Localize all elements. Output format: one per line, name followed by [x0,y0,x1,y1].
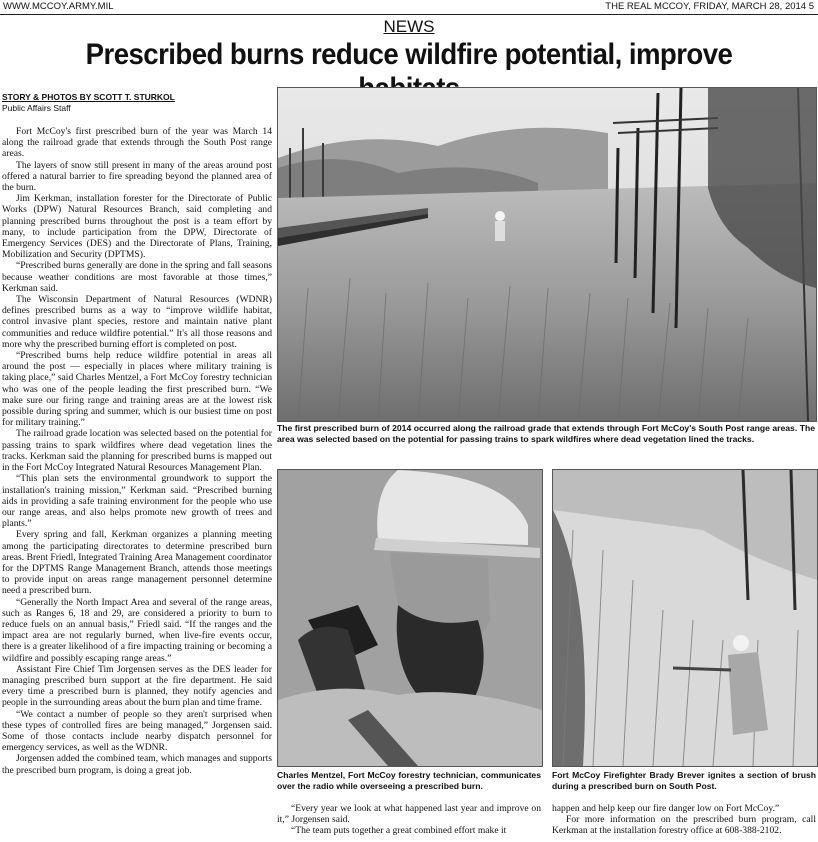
article-paragraph: “Every year we look at what happened last year and improve on it,” Jorgensen said. [277,803,541,826]
article-paragraph: “Generally the North Impact Area and several of the range areas, such as Ranges 6, 18 and 29, are considered a priority to burn to reduce fuels on an annual basis,” Friedl said. “If the ranges and the impact area are not regularly burned, when live-fire events occur, there is a greater likelihood of a fire impacting training or becoming a wildfire and possibly escaping range areas.” [2,596,272,664]
article-paragraph: happen and help keep our fire danger low on Fort McCoy.” [552,803,780,814]
headline: Prescribed burns reduce wildfire potential, improve [85,38,733,71]
article-paragraph: “We contact a number of people so they aren't surprised when these types of controlled fires are being managed,” Jorgensen said. Some of those contacts include nearby dispatch personnel for emergency services, as well as the WDNR. [2,708,272,754]
article-paragraph: The Wisconsin Department of Natural Resources (WDNR) defines prescribed burns as a way to “improve wildlife habitat, control invasive plant species, restore and maintain native plant communities and reduce wildfire potential.” It's all those reasons and more why the prescribed burning effort is completed on post. [2,294,272,350]
byline: STORY & PHOTOS BY SCOTT T. STURKOL [2,92,175,102]
article-paragraph: For more information on the prescribed burn program, call Kerkman at the installation forestry office at 608-388-2102. [552,814,816,837]
publication-info: THE REAL MCCOY, FRIDAY, MARCH 28, 2014 5 [605,1,814,12]
article-column-3 [552,803,816,837]
article-column-2 [277,803,541,837]
photo-brever-ignites [552,469,818,767]
article-paragraph: “The team puts together a great combined effort make it [291,825,507,837]
article-column-1 [2,126,272,840]
article-paragraph: “Prescribed burns generally are done in the spring and fall seasons because weather conditions are most favorable at those times,” Kerkman said. [2,260,272,294]
article-paragraph: Assistant Fire Chief Tim Jorgensen serves as the DES leader for managing prescribed burn support at the fire department. He said every time a prescribed burn is planned, they notify agencies and people in the surrounding areas about the burn plan and time frame. [2,663,272,709]
article-paragraph: Jorgensen added the combined team, which manages and supports the prescribed burn program, is doing a great job. [2,753,272,776]
article-paragraph: The layers of snow still present in many of the areas around post offered a natural barrier to fire spreading beyond the planned area of the burn. [2,159,272,194]
caption-brever: Fort McCoy Firefighter Brady Brever ignites a section of brush during a prescribed burn on South Post. [552,770,816,791]
article-paragraph: Every spring and fall, Kerkman organizes a planning meeting among the participating directorates to determine prescribed burn areas. Brent Friedl, Integrated Training Area Management coordinator for the DPTMS Range Management Branch, attends those meetings to provide input on areas range management personnel determine need a prescribed burn. [2,529,272,597]
photo-mentzel-radio [277,469,543,767]
photo-railroad-burn [277,87,817,422]
caption-mentzel: Charles Mentzel, Fort McCoy forestry technician, communicates over the radio while overseeing a prescribed burn. [277,770,541,791]
caption-railroad-burn: The first prescribed burn of 2014 occurred along the railroad grade that extends through Fort McCoy's South Post range areas. The area was selected based on the potential for passing trains to spark wildfires where dead vegetation lined the tracks. [277,423,815,444]
article-paragraph: “This plan sets the environmental groundwork to support the installation's training mission,” Kerkman said. “Prescribed burning aids in providing a safe training environment for the people who use our range areas, and also helps promote new growth of trees and plants.” [2,473,272,530]
article-paragraph: Jim Kerkman, installation forester for the Directorate of Public Works (DPW) Natural Resources Branch, said completing and planning prescribed burns throughout the post is a team effort by many, to include participation from the DPW, Directorate of Emergency Services (DES) and the Directorate of Plans, Training, Mobilization and Security (DPTMS). [2,193,272,261]
byline-affiliation: Public Affairs Staff [2,103,71,113]
article-paragraph: “Prescribed burns help reduce wildfire potential in areas all around the post — especially in places where military training is taking place,” said Charles Mentzel, a Fort McCoy forestry technician who was one of the people leading the first prescribed burn. “We make sure our firing range and training areas are at the lowest risk possible during spring and summer, which is our busiest time on post for military training.” [2,350,272,429]
section-label: NEWS [383,17,435,36]
article-paragraph: The railroad grade location was selected based on the potential for passing trains to spark wildfires where dead vegetation lines the tracks. Kerkman said the planning for prescribed burns is mapped out in the Fort McCoy Integrated Natural Resources Management Plan. [2,428,272,474]
article-paragraph: Fort McCoy's first prescribed burn of the year was March 14 along the railroad grade that extends through the South Post range areas. [2,126,272,160]
website-url: WWW.MCCOY.ARMY.MIL [3,1,114,12]
page-header [0,0,818,15]
